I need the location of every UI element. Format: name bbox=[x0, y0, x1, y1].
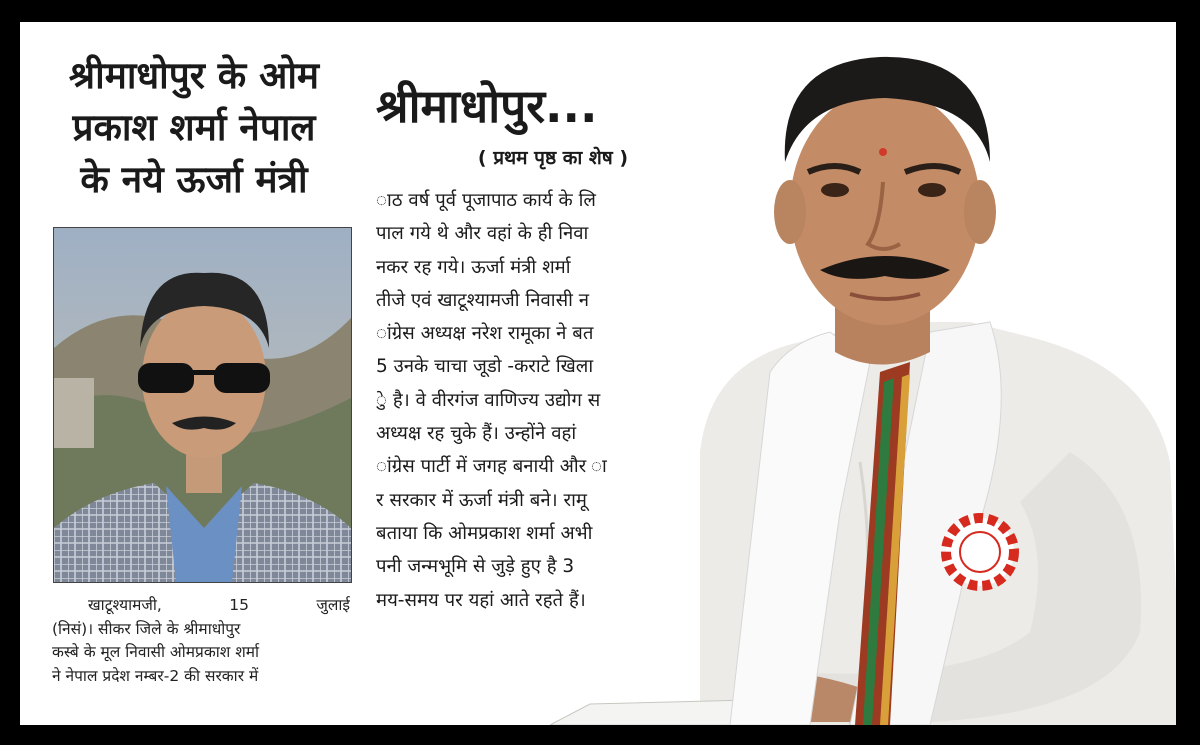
left-headline bbox=[34, 50, 354, 206]
body-line: मय-समय पर यहां आते रहते हैं। bbox=[376, 589, 586, 611]
caption-place: खाटूश्यामजी, bbox=[88, 596, 162, 614]
caption-line: (निसं)। सीकर जिले के श्रीमाधोपुर bbox=[52, 619, 241, 638]
newspaper-clipping bbox=[20, 22, 1176, 725]
left-headline-line: श्रीमाधोपुर के ओम bbox=[68, 54, 320, 97]
body-line: बताया कि ओमप्रकाश शर्मा अभी bbox=[376, 522, 593, 544]
caption-line: ने नेपाल प्रदेश नम्बर-2 की सरकार में bbox=[52, 666, 259, 685]
body-line: पाल गये थे और वहां के ही निवा bbox=[376, 223, 589, 245]
portrait-illustration bbox=[54, 228, 351, 582]
continuation-headline: श्रीमाधोपुर... bbox=[376, 79, 598, 133]
caption-month: जुलाई bbox=[316, 596, 350, 614]
body-line: ाठ वर्ष पूर्व पूजापाठ कार्य के लि bbox=[376, 190, 596, 211]
left-portrait-photo bbox=[53, 227, 352, 583]
body-line: नकर रह गये। ऊर्जा मंत्री शर्मा bbox=[376, 256, 571, 278]
body-line: पनी जन्मभूमि से जुड़े हुए है 3 bbox=[376, 556, 575, 578]
body-line: ुे है। वे वीरगंज वाणिज्य उद्योग स bbox=[376, 389, 601, 411]
caption-day: 15 bbox=[229, 596, 249, 614]
body-line: अध्यक्ष रह चुके हैं। उन्होंने वहां bbox=[376, 423, 577, 445]
right-cutout-photo bbox=[550, 32, 1176, 725]
body-line: ांग्रेस अध्यक्ष नरेश रामूका ने बत bbox=[376, 323, 594, 345]
man-with-scarf-illustration bbox=[550, 32, 1176, 725]
body-line: ांग्रेस पार्टी में जगह बनायी और ा bbox=[376, 456, 607, 478]
left-headline-line: प्रकाश शर्मा नेपाल bbox=[72, 106, 316, 149]
caption-line: कस्बे के मूल निवासी ओमप्रकाश शर्मा bbox=[52, 643, 260, 661]
left-caption bbox=[52, 594, 350, 688]
body-line: र सरकार में ऊर्जा मंत्री बने। रामू bbox=[376, 489, 587, 511]
continuation-subhead: ( प्रथम पृष्ठ का शेष ) bbox=[477, 147, 629, 169]
left-headline-line: के नये ऊर्जा मंत्री bbox=[80, 158, 308, 201]
caption-dateline bbox=[52, 594, 350, 618]
body-line: तीजे एवं खाटूश्यामजी निवासी न bbox=[376, 289, 590, 311]
body-line: 5 उनके चाचा जूडो -कराटे खिला bbox=[376, 356, 594, 378]
